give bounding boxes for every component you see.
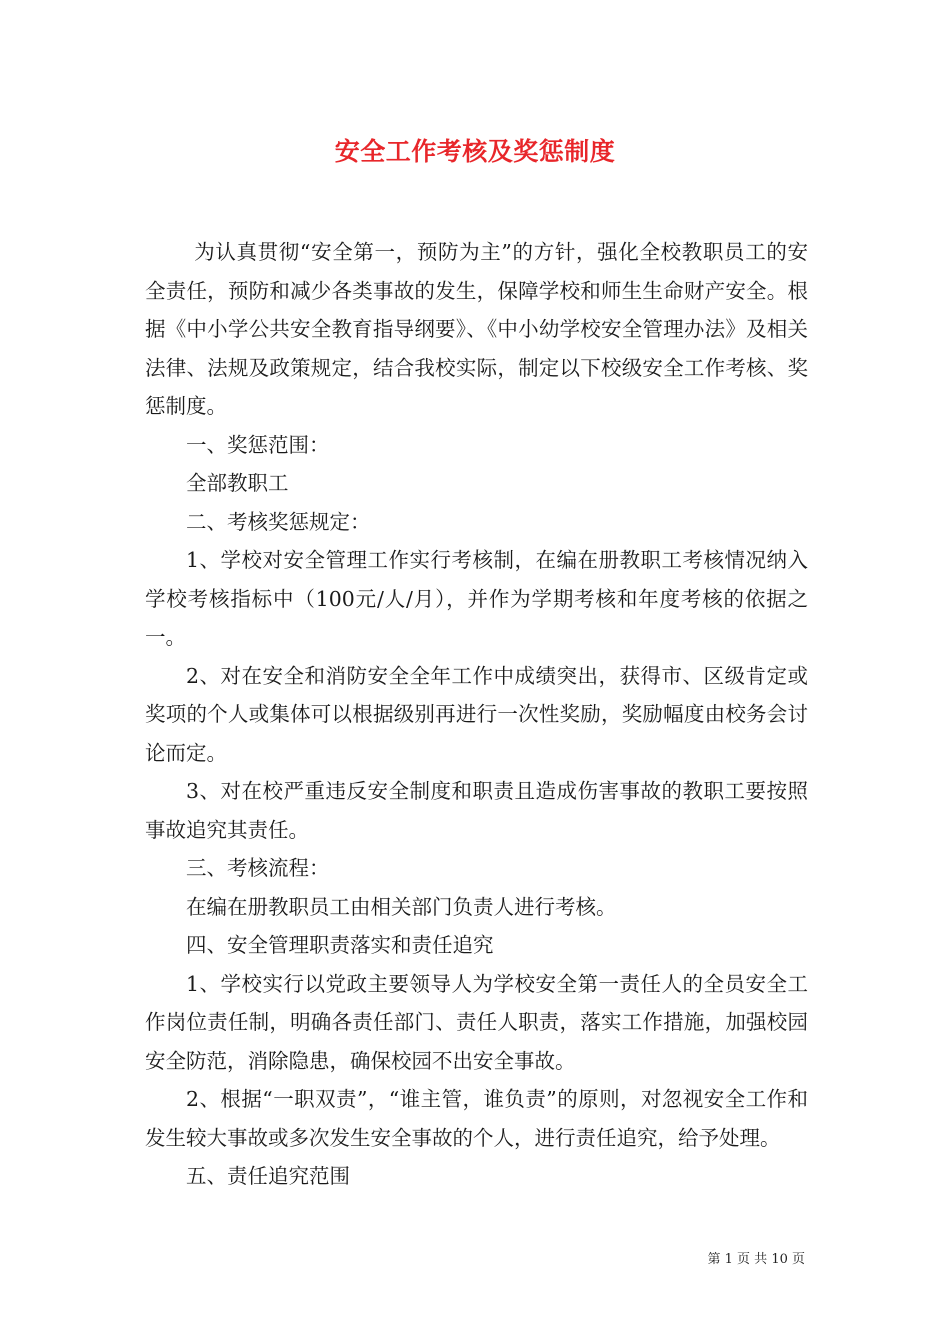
paragraph-responsibility-2: 2、根据“一职双责”，“谁主管，谁负责”的原则，对忽视安全工作和发生较大事故或多次发生安全事故的个人，进行责任追究，给予处理。	[145, 1087, 808, 1150]
paragraph-process-content: 在编在册教职员工由相关部门负责人进行考核。	[186, 894, 617, 919]
page-number-footer: 第 1 页 共 10 页	[707, 1252, 805, 1267]
intro-paragraph: 为认真贯彻“安全第一，预防为主”的方针，强化全校教职员工的安全责任，预防和减少各类事故的发生，保障学校和师生生命财产安全。根据《中小学公共安全教育指导纲要》、《中小幼学校安全管理办法》及相关法律、法规及政策规定，结合我校实际，制定以下校级安全工作考核、奖惩制度。	[145, 240, 808, 418]
document-body	[145, 233, 808, 1196]
paragraph-responsibility-1: 1、学校实行以党政主要领导人为学校安全第一责任人的全员安全工作岗位责任制，明确各责任部门、责任人职责，落实工作措施，加强校园安全防范，消除隐患，确保校园不出安全事故。	[145, 971, 808, 1073]
section-heading-scope: 一、奖惩范围：	[186, 432, 330, 457]
paragraph-rule-1: 1、学校对安全管理工作实行考核制，在编在册教职工考核情况纳入学校考核指标中（100元/人/月），并作为学期考核和年度考核的依据之一。	[145, 548, 808, 649]
section-heading-rules: 二、考核奖惩规定：	[186, 509, 371, 534]
section-heading-responsibility: 四、安全管理职责落实和责任追究	[186, 933, 494, 957]
paragraph-rule-3: 3、对在校严重违反安全制度和职责且造成伤害事故的教职工要按照事故追究其责任。	[145, 779, 808, 842]
paragraph-scope-content: 全部教职工	[186, 471, 289, 495]
section-heading-accountability-scope: 五、责任追究范围	[186, 1164, 350, 1188]
paragraph-rule-2: 2、对在安全和消防安全全年工作中成绩突出，获得市、区级肯定或奖项的个人或集体可以根据级别再进行一次性奖励，奖励幅度由校务会讨论而定。	[145, 663, 808, 765]
document-title: 安全工作考核及奖惩制度	[334, 137, 616, 166]
section-heading-process: 三、考核流程：	[186, 856, 330, 880]
